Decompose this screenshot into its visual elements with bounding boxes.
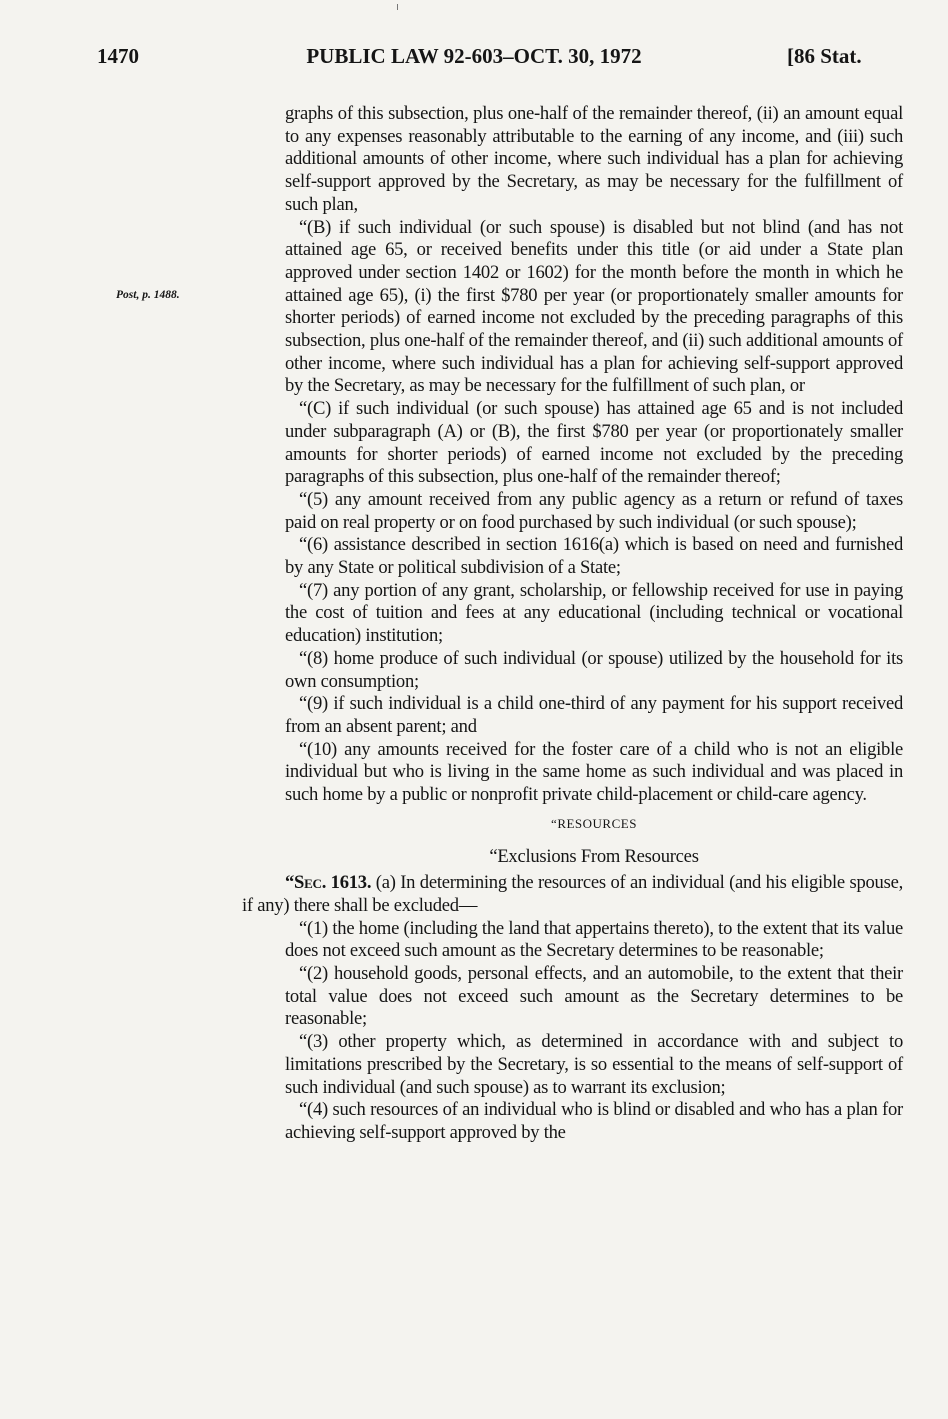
resources-heading: “RESOURCES	[551, 815, 637, 831]
paragraph: “(B) if such individual (or such spouse) is disabled but not blind (and has not attained age 65, or received benefits under this title (or aid under a State plan approved under section 1402 or 1602) for the month before the month in which he attained age 65), (i) the first $780 per year (or proportionately smaller amounts for shorter periods) of earned income not excluded by the preceding paragraphs of this subsection, plus one-half of the remainder thereof, and (ii) such additional amounts of other income, where such individual has a plan for achieving self-support approved by the Secretary, as may be necessary for the fulfillment of such plan, or	[285, 216, 903, 397]
exclusion-item: “(2) household goods, personal effects, and an automobile, to the extent that their total value does not exceed such amount as the Secretary determines to be reasonable;	[285, 963, 903, 1030]
exclusion-item: “(3) other property which, as determined in accordance with and subject to limitations prescribed by the Secretary, is so essential to the means of self-support of such individual (and such spouse) as to warrant its exclusion;	[285, 1031, 903, 1098]
paragraph: “(C) if such individual (or such spouse) has attained age 65 and is not included under subparagraph (A) or (B), the first $780 per year (or proportionately smaller amounts for shorter periods) of earned income not excluded by the preceding paragraphs of this subsection, plus one-half of the remainder thereof;	[285, 398, 903, 488]
margin-note: Post, p. 1488.	[116, 289, 180, 301]
section-text: (a) In determining the resources of an individual (and his eligible spouse, if any) there shall be excluded—	[242, 872, 903, 916]
paragraph: “(10) any amounts received for the foster care of a child who is not an eligible individual but who is living in the same home as such individual and was placed in such home by a public or nonprofit private child-placement or child-care agency.	[285, 738, 903, 806]
statute-volume: [86 Stat.	[787, 44, 862, 68]
paragraph: “(9) if such individual is a child one-third of any payment for his support received from an absent parent; and	[285, 693, 903, 737]
paragraph: “(6) assistance described in section 1616(a) which is based on need and furnished by any State or political subdivision of a State;	[285, 534, 903, 579]
scan-mark	[397, 4, 398, 10]
page-header	[0, 44, 948, 74]
section-label: “Sec. 1613.	[285, 872, 372, 894]
paragraph: “(8) home produce of such individual (or spouse) utilized by the household for its own consumption;	[285, 647, 903, 692]
exclusion-item: “(1) the home (including the land that appertains thereto), to the extent that its value does not exceed such amount as the Secretary determines to be reasonable;	[285, 917, 903, 962]
paragraph: “(5) any amount received from any public agency as a return or refund of taxes paid on real property or on food purchased by such individual (or such spouse);	[285, 488, 903, 533]
paragraph: graphs of this subsection, plus one-half of the remainder thereof, (ii) an amount equal to any expenses reasonably attributable to the earning of any income, and (iii) such additional amounts of other income, where such individual has a plan for achieving self-support approved by the Secretary, as may be necessary for the fulfillment of such plan,	[285, 103, 903, 215]
paragraph: “(7) any portion of any grant, scholarship, or fellowship received for use in paying the cost of tuition and fees at any educational (including technical or vocational education) institution;	[285, 579, 903, 647]
section-1613-intro	[242, 872, 903, 917]
exclusion-item: “(4) such resources of an individual who is blind or disabled and who has a plan for achieving self-support approved by the	[285, 1099, 903, 1143]
exclusions-heading: “Exclusions From Resources	[489, 845, 699, 867]
page-number: 1470	[97, 44, 139, 68]
statute-body	[242, 103, 903, 1145]
page-title: PUBLIC LAW 92-603–OCT. 30, 1972	[306, 44, 642, 68]
